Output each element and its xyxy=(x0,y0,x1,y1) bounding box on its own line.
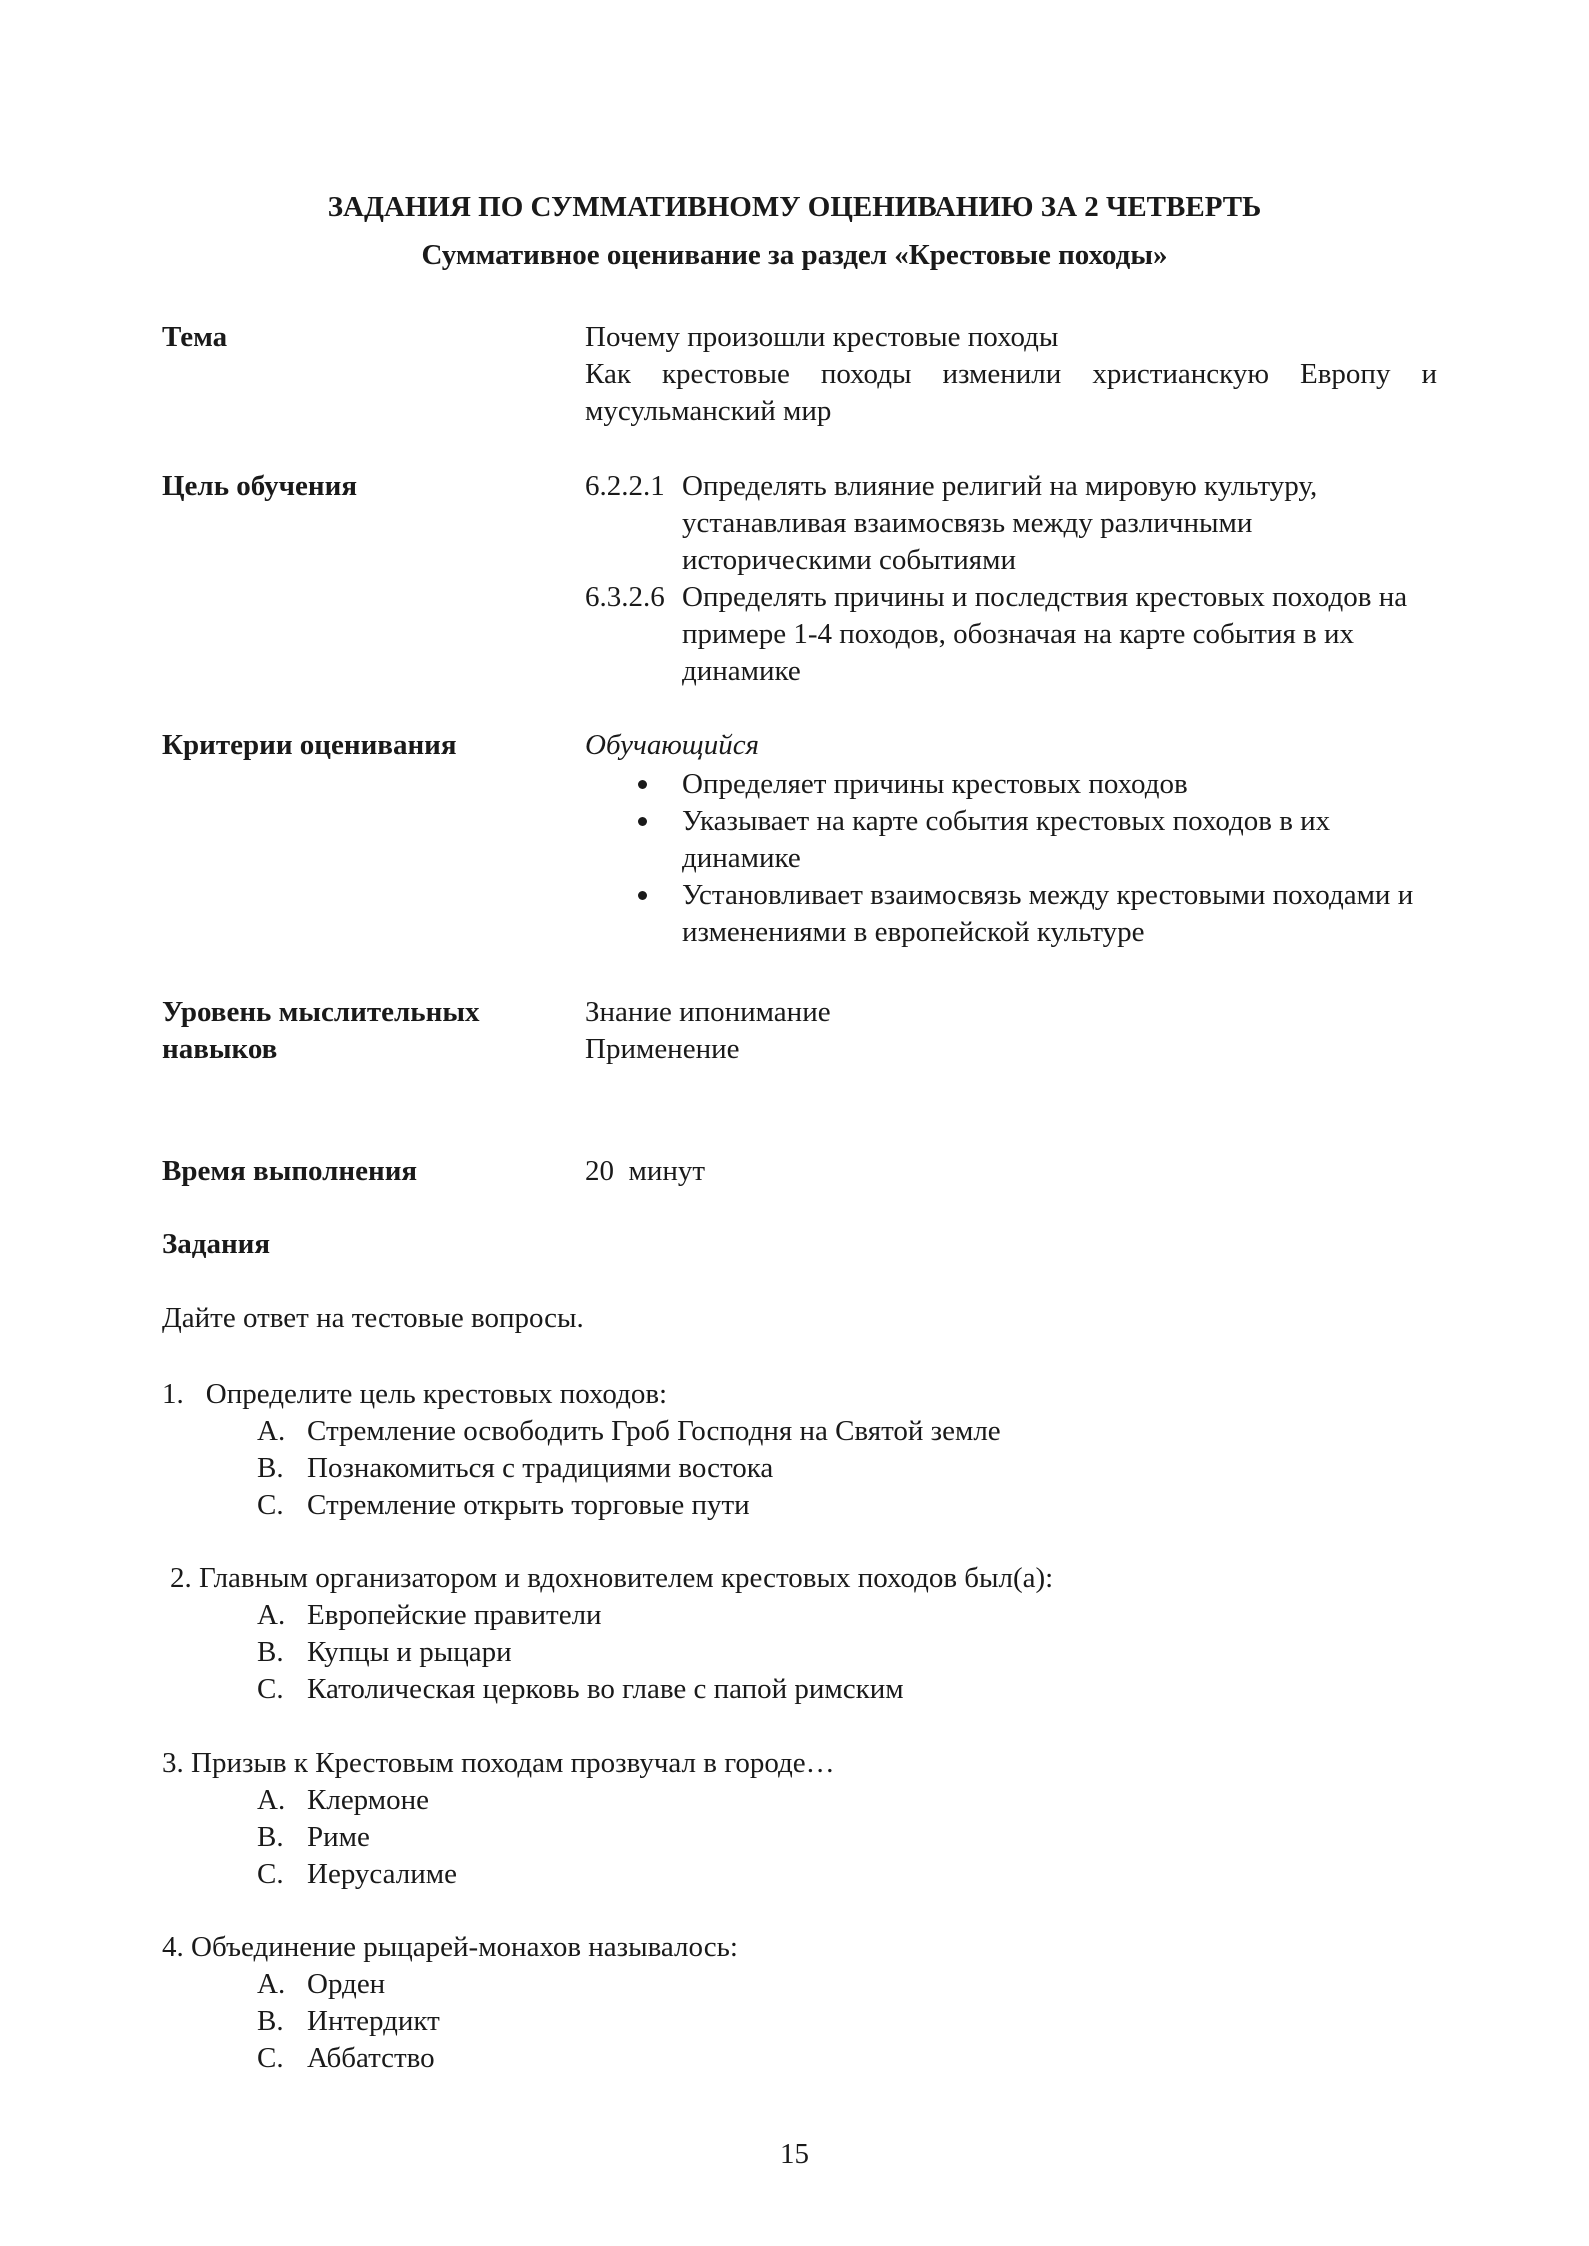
bullet-icon xyxy=(638,891,647,900)
goal-item xyxy=(585,579,1425,690)
tasks-instruction: Дайте ответ на тестовые вопросы. xyxy=(162,1302,584,1334)
option-text: Интердикт xyxy=(307,2005,440,2037)
time-label: Время выполнения xyxy=(162,1155,418,1187)
option-letter: A. xyxy=(257,1599,286,1631)
criteria-item xyxy=(585,877,1445,951)
option-letter: C. xyxy=(257,1489,284,1521)
option-text: Риме xyxy=(307,1821,370,1853)
answer-option[interactable] xyxy=(257,1856,457,1893)
criteria-text: Указывает на карте события крестовых походов в их динамике xyxy=(682,805,1331,874)
skills-label: Уровень мыслительных навыков xyxy=(162,996,480,1065)
question-4 xyxy=(162,1929,738,1966)
goals-list xyxy=(585,468,1425,690)
goal-code: 6.2.2.1 xyxy=(585,470,665,502)
goal-text: Определять причины и последствия крестовых походов на примере 1-4 походов, обозначая на карте события в их динамике xyxy=(682,581,1408,687)
criteria-label: Критерии оценивания xyxy=(162,729,457,761)
answer-option[interactable] xyxy=(257,1634,904,1671)
skill-item: Знание ипонимание xyxy=(585,996,831,1028)
criteria-block xyxy=(585,727,1445,951)
question-number: 2. xyxy=(170,1562,192,1594)
question-3-options xyxy=(257,1782,457,1893)
answer-option[interactable] xyxy=(257,1966,440,2003)
option-letter: C. xyxy=(257,1673,284,1705)
answer-option[interactable] xyxy=(257,1450,1001,1487)
goal-label: Цель обучения xyxy=(162,470,358,502)
option-text: Клермоне xyxy=(307,1784,429,1816)
question-text: Определите цель крестовых походов: xyxy=(205,1378,668,1410)
option-letter: A. xyxy=(257,1784,286,1816)
question-number: 4. xyxy=(162,1931,184,1963)
answer-option[interactable] xyxy=(257,1819,457,1856)
answer-option[interactable] xyxy=(257,1413,1001,1450)
option-letter: A. xyxy=(257,1968,286,2000)
bullet-icon xyxy=(638,817,647,826)
option-letter: B. xyxy=(257,1636,284,1668)
tasks-heading: Задания xyxy=(162,1228,271,1260)
question-1 xyxy=(162,1376,667,1413)
option-text: Европейские правители xyxy=(307,1599,602,1631)
question-4-options xyxy=(257,1966,440,2077)
page-subtitle: Суммативное оценивание за раздел «Крестовые походы» xyxy=(421,239,1168,271)
theme-label: Тема xyxy=(162,321,228,353)
answer-option[interactable] xyxy=(257,1782,457,1819)
criteria-text: Установливает взаимосвязь между крестовыми походами и изменениями в европейской культуре xyxy=(682,879,1414,948)
question-text: Объединение рыцарей-монахов называлось: xyxy=(191,1931,738,1963)
option-letter: C. xyxy=(257,2042,284,2074)
criteria-item xyxy=(585,766,1445,803)
theme-line: Почему произошли крестовые походы xyxy=(585,321,1059,353)
answer-option[interactable] xyxy=(257,1487,1001,1524)
question-3 xyxy=(162,1745,835,1782)
goal-text: Определять влияние религий на мировую культуру, устанавливая взаимосвязь между различными историческими событиями xyxy=(682,470,1318,576)
question-number: 3. xyxy=(162,1747,184,1779)
question-1-options xyxy=(257,1413,1001,1524)
option-text: Орден xyxy=(307,1968,386,2000)
question-text: Призыв к Крестовым походам прозвучал в городе… xyxy=(191,1747,835,1779)
option-text: Католическая церковь во главе с папой римским xyxy=(307,1673,904,1705)
criteria-list xyxy=(585,766,1445,951)
page-number: 15 xyxy=(780,2138,809,2170)
page-title: ЗАДАНИЯ ПО СУММАТИВНОМУ ОЦЕНИВАНИЮ ЗА 2 ЧЕТВЕРТЬ xyxy=(327,191,1262,223)
option-text: Аббатство xyxy=(307,2042,435,2074)
question-number: 1. xyxy=(162,1378,184,1410)
option-text: Иерусалиме xyxy=(307,1858,457,1890)
option-text: Стремление открыть торговые пути xyxy=(307,1489,750,1521)
answer-option[interactable] xyxy=(257,2003,440,2040)
theme-value xyxy=(585,319,1437,430)
skills-value xyxy=(585,994,1437,1068)
answer-option[interactable] xyxy=(257,1671,904,1708)
option-letter: B. xyxy=(257,1821,284,1853)
skill-item: Применение xyxy=(585,1033,740,1065)
option-text: Познакомиться с традициями востока xyxy=(307,1452,774,1484)
option-text: Стремление освободить Гроб Господня на Святой земле xyxy=(307,1415,1001,1447)
option-letter: C. xyxy=(257,1858,284,1890)
goal-item xyxy=(585,468,1425,579)
theme-line: Как крестовые походы изменили христианскую Европу и мусульманский мир xyxy=(585,358,1437,427)
question-2 xyxy=(170,1560,1053,1597)
option-letter: B. xyxy=(257,2005,284,2037)
question-text: Главным организатором и вдохновителем крестовых походов был(а): xyxy=(199,1562,1054,1594)
goal-code: 6.3.2.6 xyxy=(585,581,665,613)
criteria-item xyxy=(585,803,1445,877)
criteria-intro: Обучающийся xyxy=(585,729,760,761)
criteria-text: Определяет причины крестовых походов xyxy=(682,768,1188,800)
option-text: Купцы и рыцари xyxy=(307,1636,512,1668)
time-value: 20 минут xyxy=(585,1155,706,1187)
answer-option[interactable] xyxy=(257,2040,440,2077)
option-letter: B. xyxy=(257,1452,284,1484)
question-2-options xyxy=(257,1597,904,1708)
answer-option[interactable] xyxy=(257,1597,904,1634)
option-letter: A. xyxy=(257,1415,286,1447)
bullet-icon xyxy=(638,780,647,789)
